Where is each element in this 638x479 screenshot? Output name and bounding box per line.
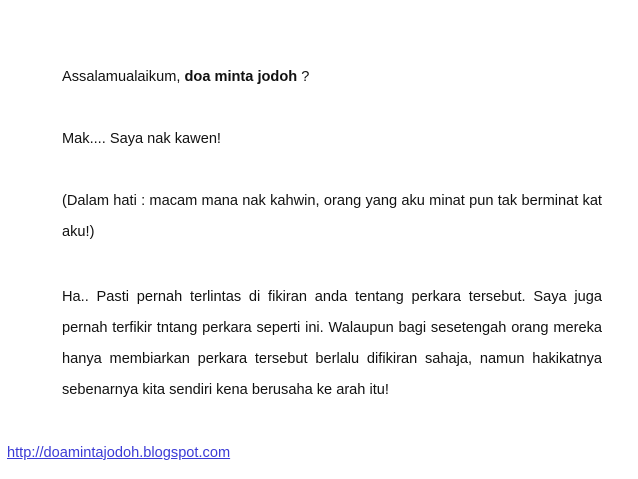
blog-url-link[interactable]: http://doamintajodoh.blogspot.com — [7, 445, 231, 461]
greeting-emphasis: doa minta jodoh — [184, 69, 298, 85]
greeting-line — [62, 62, 602, 93]
greeting-suffix: ? — [297, 69, 310, 85]
body-paragraph: Ha.. Pasti pernah terlintas di fikiran anda tentang perkara tersebut. Saya juga pernah terfikir tntang perkara seperti ini. Walaupun bagi sesetengah orang mereka hanya membiarkan perkara tersebut berlalu difikiran sahaja, namun hakikatnya sebenarnya kita sendiri kena berusaha ke arah itu! — [62, 289, 602, 398]
inner-thought-paragraph: (Dalam hati : macam mana nak kahwin, orang yang aku minat pun tak berminat kat aku!) — [62, 193, 602, 240]
exclamation-line: Mak.... Saya nak kawen! — [62, 131, 221, 147]
greeting-prefix: Assalamualaikum, — [62, 69, 185, 85]
